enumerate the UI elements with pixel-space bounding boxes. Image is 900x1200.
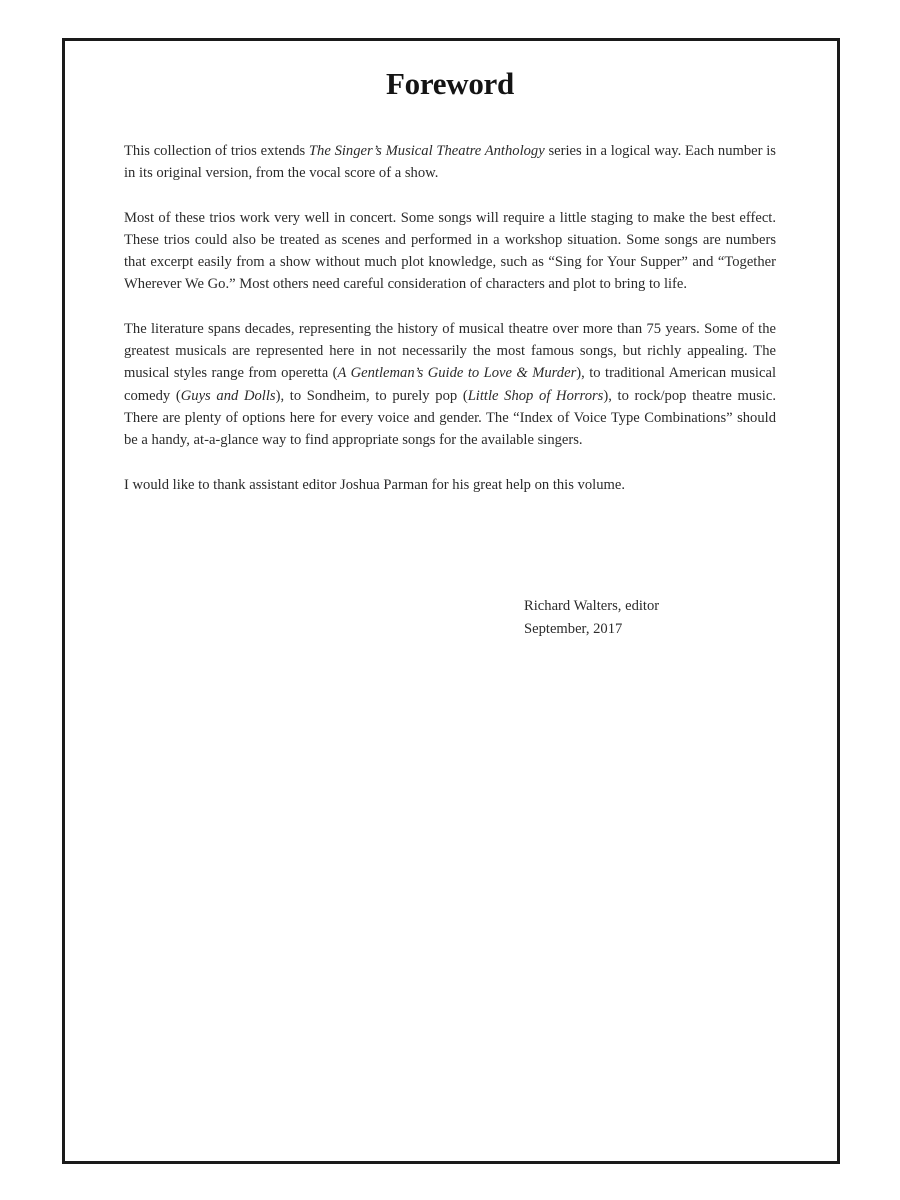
text-segment: I would like to thank assistant editor Joshua Parman for his great help on this volume. [124, 476, 625, 493]
signature-date: September, 2017 [524, 621, 623, 637]
show-title-italic: Little Shop of Horrors [467, 387, 604, 404]
signature-block [524, 595, 659, 641]
paragraph [124, 474, 776, 496]
text-segment: series in a logical way. Each number is in its original version, from the vocal score of a show. [124, 143, 776, 182]
paragraph [124, 207, 776, 296]
page-title: Foreword [386, 66, 514, 101]
paragraph [124, 140, 776, 184]
text-segment: The literature spans decades, representing the history of musical theatre over more than 75 years. Some of the greatest musicals are represented here in not necessarily the most famous songs, but richly appealing. The musical styles range from operetta ( [124, 321, 776, 382]
text-segment: ), to traditional American musical comedy ( [124, 365, 776, 404]
text-segment: ), to Sondheim, to purely pop ( [275, 387, 468, 404]
text-segment: This collection of trios extends [124, 143, 309, 159]
foreword-body [124, 140, 776, 496]
text-segment: ), to rock/pop theatre music. There are plenty of options here for every voice and gender. The “Index of Voice Type Combinations” should be a handy, at-a-glance way to find appropriate songs for the available singers. [124, 387, 776, 449]
book-title-italic: The Singer’s Musical Theatre Anthology [308, 143, 545, 159]
show-title-italic: Guys and Dolls [180, 387, 276, 404]
signature-name: Richard Walters, editor [524, 598, 660, 614]
show-title-italic: A Gentleman’s Guide to Love & Murder [337, 365, 577, 382]
paragraph [124, 318, 776, 451]
text-segment: Most of these trios work very well in concert. Some songs will require a little staging to make the best effect. These trios could also be treated as scenes and performed in a workshop situation. Some songs are numbers that excerpt easily from a show without much plot knowledge, such as “Sing for Your Supper” and “Together Wherever We Go.” Most others need careful consideration of characters and plot to bring to life. [124, 209, 776, 293]
